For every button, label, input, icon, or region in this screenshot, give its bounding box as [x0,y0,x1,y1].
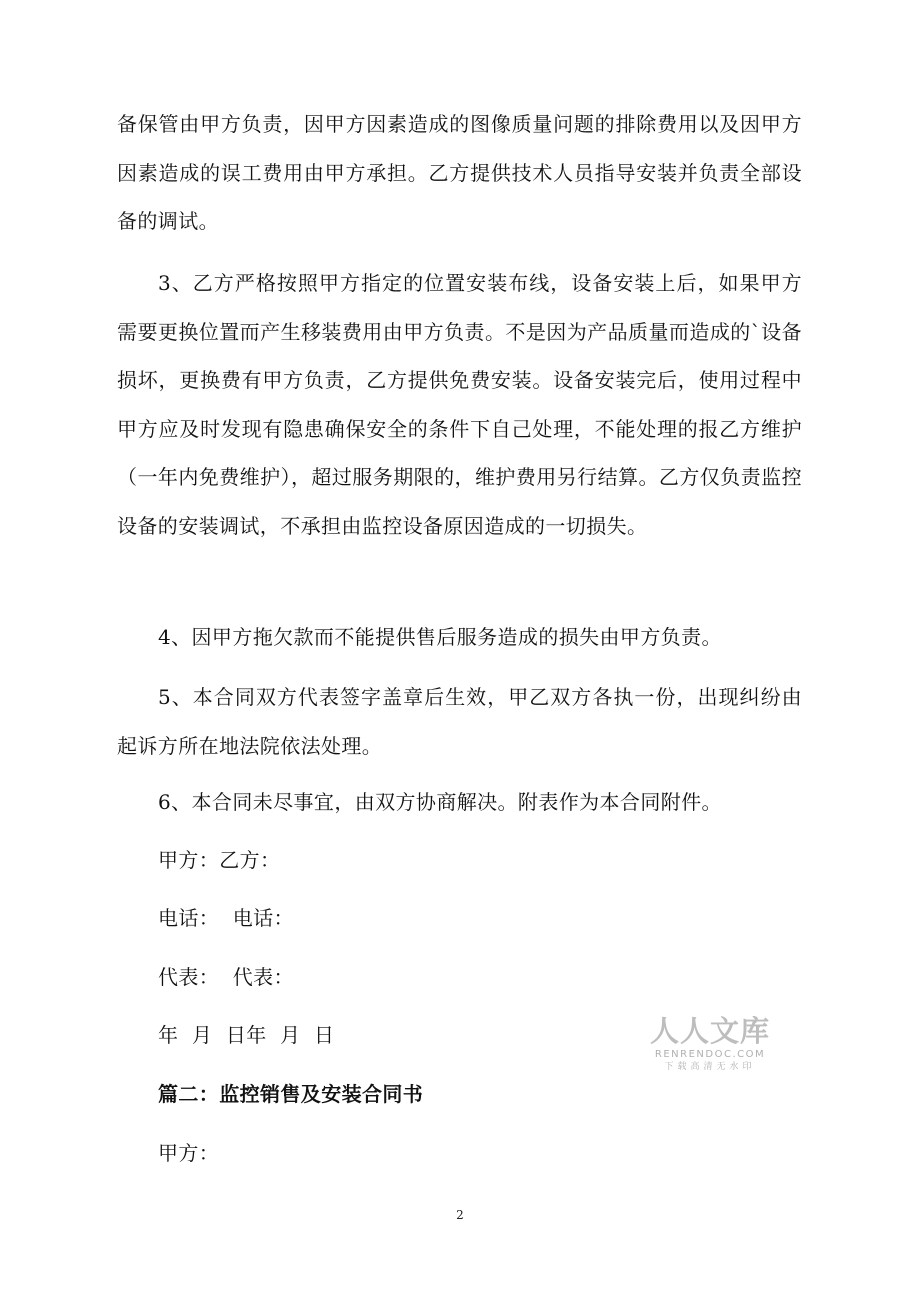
party-a-label: 甲方： [158,1141,220,1165]
paragraph-continuation: 备保管由甲方负责，因甲方因素造成的图像质量问题的排除费用以及因甲方因素造成的误工费用由甲方承担。乙方提供技术人员指导安装并负责全部设备的调试。 [117,112,802,233]
watermark-url: RENRENDOC.COM [654,1049,766,1060]
renrendoc-watermark [645,1014,775,1073]
paragraph-clause-4: 4、因甲方拖欠款而不能提供售后服务造成的损失由甲方负责。 [158,625,722,649]
section-heading: 篇二：监控销售及安装合同书 [158,1082,424,1106]
signature-representative-line: 代表： 代表： [158,965,294,989]
signature-date-line: 年 月 日年 月 日 [158,1023,335,1047]
signature-party-line: 甲方：乙方： [158,848,281,872]
page-number: 2 [456,1208,464,1222]
watermark-subtitle: 下载高清无水印 [664,1062,756,1072]
signature-phone-line: 电话： 电话： [158,906,294,930]
paragraph-clause-6: 6、本合同未尽事宜，由双方协商解决。附表作为本合同附件。 [158,790,722,814]
watermark-title: 人人文库 [649,1014,770,1048]
paragraph-clause-5: 5、本合同双方代表签字盖章后生效，甲乙双方各执一份，出现纠纷由起诉方所在地法院依法处理。 [117,685,802,758]
paragraph-clause-3: 3、乙方严格按照甲方指定的位置安装布线，设备安装上后，如果甲方需要更换位置而产生移装费用由甲方负责。不是因为产品质量而造成的`设备损坏，更换费有甲方负责，乙方提供免费安装。设备安装完后，使用过程中甲方应及时发现有隐患确保安全的条件下自己处理，不能处理的报乙方维护（一年内免费维护），超过服务期限的，维护费用另行结算。乙方仅负责监控设备的安装调试，不承担由监控设备原因造成的一切损失。 [117,271,802,538]
